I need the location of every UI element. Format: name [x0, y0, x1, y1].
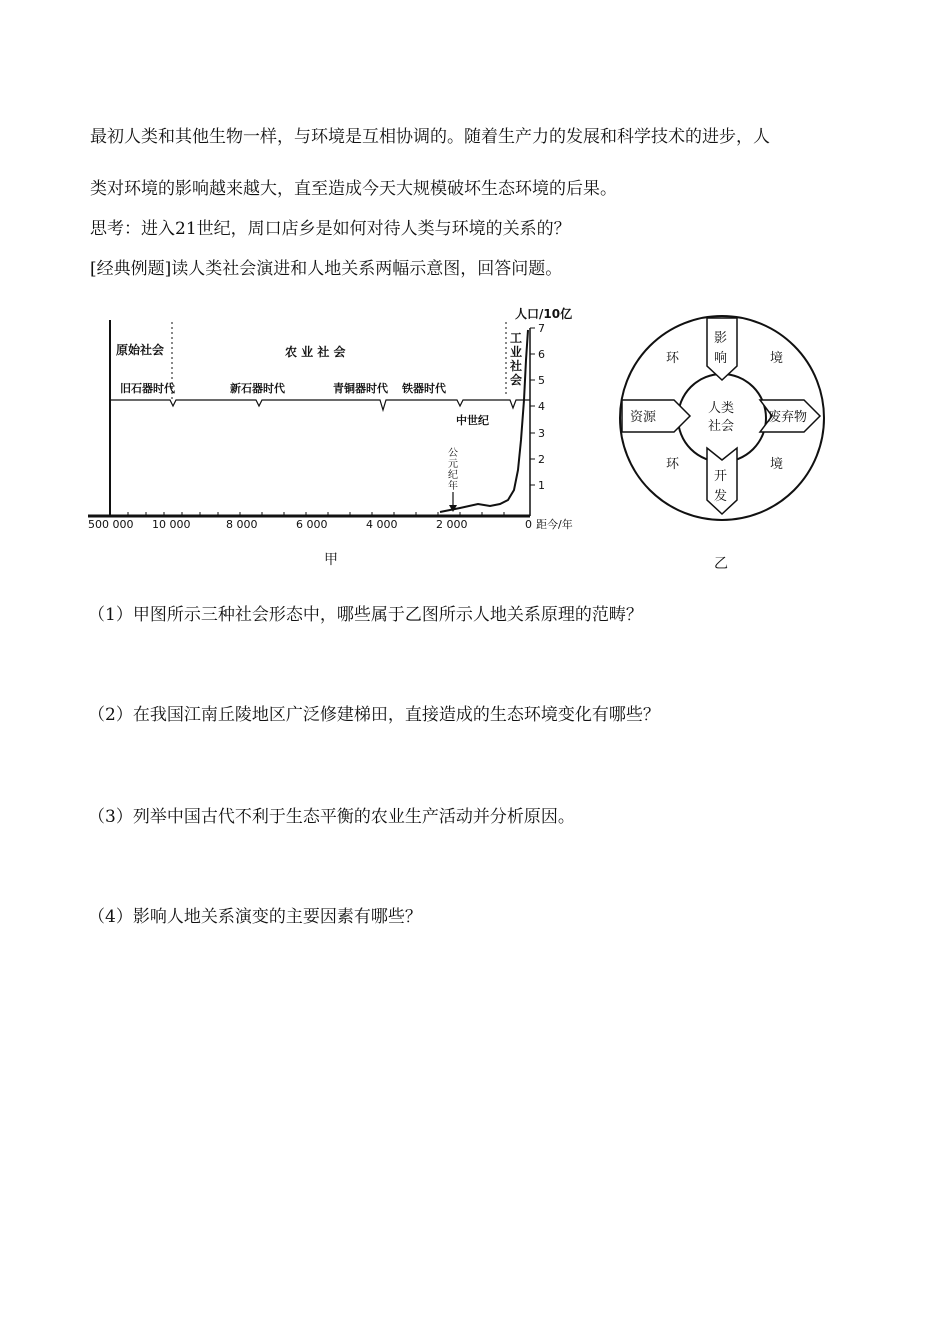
- x-tick: 500 000: [88, 518, 134, 531]
- x-tick: 10 000: [152, 518, 191, 531]
- era-label: 中世纪: [456, 414, 489, 427]
- y-axis-label: 人口/10亿: [515, 307, 573, 321]
- center-top: 人类: [708, 401, 735, 416]
- influence-char: 影: [714, 331, 728, 346]
- x-tick: 4 000: [366, 518, 398, 531]
- question-2: （2）在我国江南丘陵地区广泛修建梯田，直接造成的生态环境变化有哪些？: [88, 705, 660, 725]
- era-label: 旧石器时代: [120, 382, 175, 395]
- era-label: 青铜器时代: [333, 382, 388, 395]
- ad-char: 纪: [448, 470, 458, 481]
- x-axis-label: 距今/年: [536, 518, 573, 531]
- industrial-char: 业: [510, 345, 523, 359]
- era-label: 铁器时代: [402, 382, 446, 395]
- intro-line-1: 最初人类和其他生物一样，与环境是互相协调的。随着生产力的发展和科学技术的进步，人: [90, 127, 770, 147]
- question-3: （3）列举中国古代不利于生态平衡的农业生产活动并分析原因。: [88, 807, 575, 827]
- ring-label: 境: [770, 457, 784, 472]
- center-bottom: 社会: [708, 419, 735, 434]
- y-tick: 4: [538, 400, 545, 413]
- x-tick: 0: [525, 518, 532, 531]
- y-tick: 2: [538, 453, 545, 466]
- y-tick: 1: [538, 479, 545, 492]
- era-label: 新石器时代: [230, 382, 285, 395]
- x-tick: 2 000: [436, 518, 468, 531]
- figure-yi: [610, 300, 850, 580]
- industrial-char: 社: [510, 359, 523, 373]
- y-tick: 7: [538, 322, 545, 335]
- develop-char: 发: [714, 489, 728, 504]
- resource-label: 资源: [630, 410, 657, 425]
- ring-label: 境: [770, 351, 784, 366]
- figure-jia: [80, 300, 680, 580]
- ad-char: 年: [448, 481, 458, 492]
- society-label-agricultural: 农 业 社 会: [285, 345, 346, 359]
- ring-label: 环: [666, 457, 680, 472]
- question-4: （4）影响人地关系演变的主要因素有哪些？: [88, 907, 422, 927]
- industrial-char: 工: [510, 331, 523, 345]
- develop-char: 开: [714, 469, 728, 484]
- y-tick: 6: [538, 348, 545, 361]
- think-prompt: 思考：进入21世纪，周口店乡是如何对待人类与环境的关系的？: [90, 219, 571, 239]
- x-tick: 8 000: [226, 518, 258, 531]
- ad-char: 元: [448, 459, 458, 470]
- example-heading: [经典例题]读人类社会演进和人地关系两幅示意图，回答问题。: [90, 259, 563, 279]
- society-label-primitive: 原始社会: [116, 343, 165, 357]
- waste-label: 废弃物: [768, 410, 808, 425]
- ad-char: 公: [448, 448, 458, 459]
- question-1: （1）甲图所示三种社会形态中，哪些属于乙图所示人地关系原理的范畴？: [88, 605, 643, 625]
- intro-line-2: 类对环境的影响越来越大，直至造成今天大规模破坏生态环境的后果。: [90, 179, 617, 199]
- caption-jia: 甲: [324, 552, 338, 568]
- caption-yi: 乙: [714, 556, 728, 572]
- x-tick: 6 000: [296, 518, 328, 531]
- influence-char: 响: [714, 351, 728, 366]
- industrial-char: 会: [510, 373, 523, 387]
- y-tick: 3: [538, 427, 545, 440]
- y-tick: 5: [538, 374, 545, 387]
- ring-label: 环: [666, 351, 680, 366]
